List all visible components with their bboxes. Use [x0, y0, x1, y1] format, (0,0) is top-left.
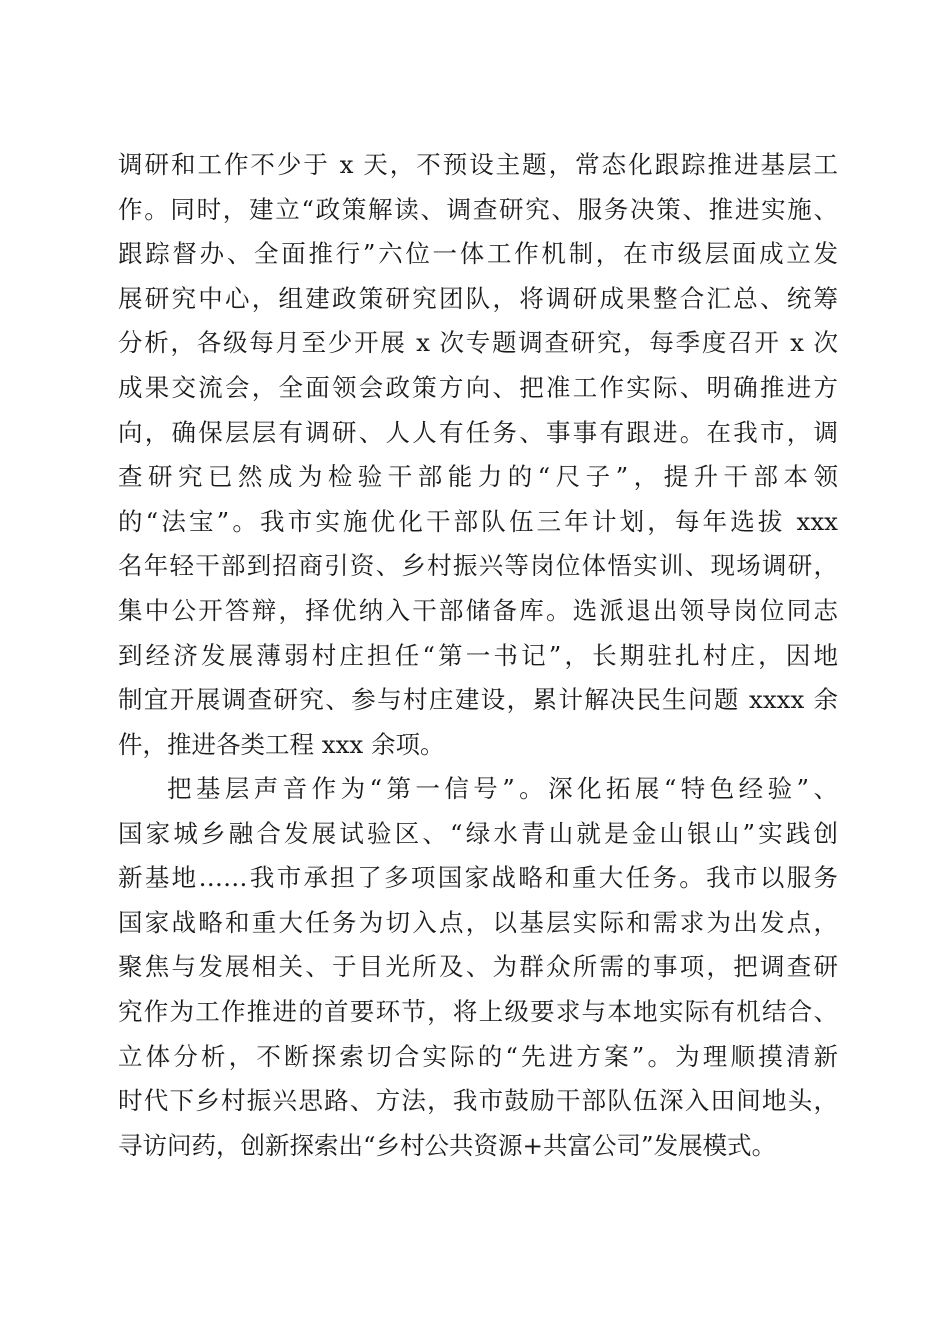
- text-line: 国家城乡融合发展试验区、“绿水青山就是金山银山”实践创: [118, 818, 838, 848]
- text-line: 到经济发展薄弱村庄担任“第一书记”，长期驻扎村庄，因地: [118, 640, 838, 670]
- text-line: 名年轻干部到招商引资、乡村振兴等岗位体悟实训、现场调研，: [118, 551, 838, 581]
- text-line: 调研和工作不少于 x 天，不预设主题，常态化跟踪推进基层工: [118, 150, 838, 179]
- text-line: 究作为工作推进的首要环节，将上级要求与本地实际有机结合、: [118, 996, 838, 1026]
- text-line: 跟踪督办、全面推行”六位一体工作机制，在市级层面成立发: [118, 239, 838, 269]
- text-line: 件，推进各类工程 xxx 余项。: [118, 729, 445, 759]
- text-line: 寻访问药，创新探索出“乡村公共资源+共富公司”发展模式。: [118, 1130, 777, 1160]
- text-line: 把基层声音作为“第一信号”。深化拓展“特色经验”、: [167, 774, 838, 803]
- text-line: 成果交流会，全面领会政策方向、把准工作实际、明确推进方: [118, 372, 838, 402]
- text-line: 制宜开展调查研究、参与村庄建设，累计解决民生问题 xxxx 余: [118, 685, 838, 715]
- text-line: 分析，各级每月至少开展 x 次专题调查研究，每季度召开 x 次: [118, 328, 838, 358]
- text-line: 集中公开答辩，择优纳入干部储备库。选派退出领导岗位同志: [118, 595, 838, 625]
- text-line: 向，确保层层有调研、人人有任务、事事有跟进。在我市，调: [118, 417, 838, 447]
- text-line: 国家战略和重大任务为切入点，以基层实际和需求为出发点，: [118, 907, 838, 937]
- text-line: 的“法宝”。我市实施优化干部队伍三年计划，每年选拔 xxx: [118, 506, 838, 536]
- text-line: 查研究已然成为检验干部能力的“尺子”，提升干部本领: [118, 462, 838, 492]
- paragraph-1: [118, 143, 838, 767]
- text-line: 聚焦与发展相关、于目光所及、为群众所需的事项，把调查研: [118, 952, 838, 982]
- text-line: 展研究中心，组建政策研究团队，将调研成果整合汇总、统筹: [118, 283, 838, 313]
- paragraph-2: [118, 767, 838, 1168]
- text-line: 新基地……我市承担了多项国家战略和重大任务。我市以服务: [118, 863, 838, 893]
- text-line: 时代下乡村振兴思路、方法，我市鼓励干部队伍深入田间地头，: [118, 1086, 838, 1116]
- text-line: 作。同时，建立“政策解读、调查研究、服务决策、推进实施、: [118, 194, 838, 224]
- text-line: 立体分析，不断探索切合实际的“先进方案”。为理顺摸清新: [118, 1041, 838, 1071]
